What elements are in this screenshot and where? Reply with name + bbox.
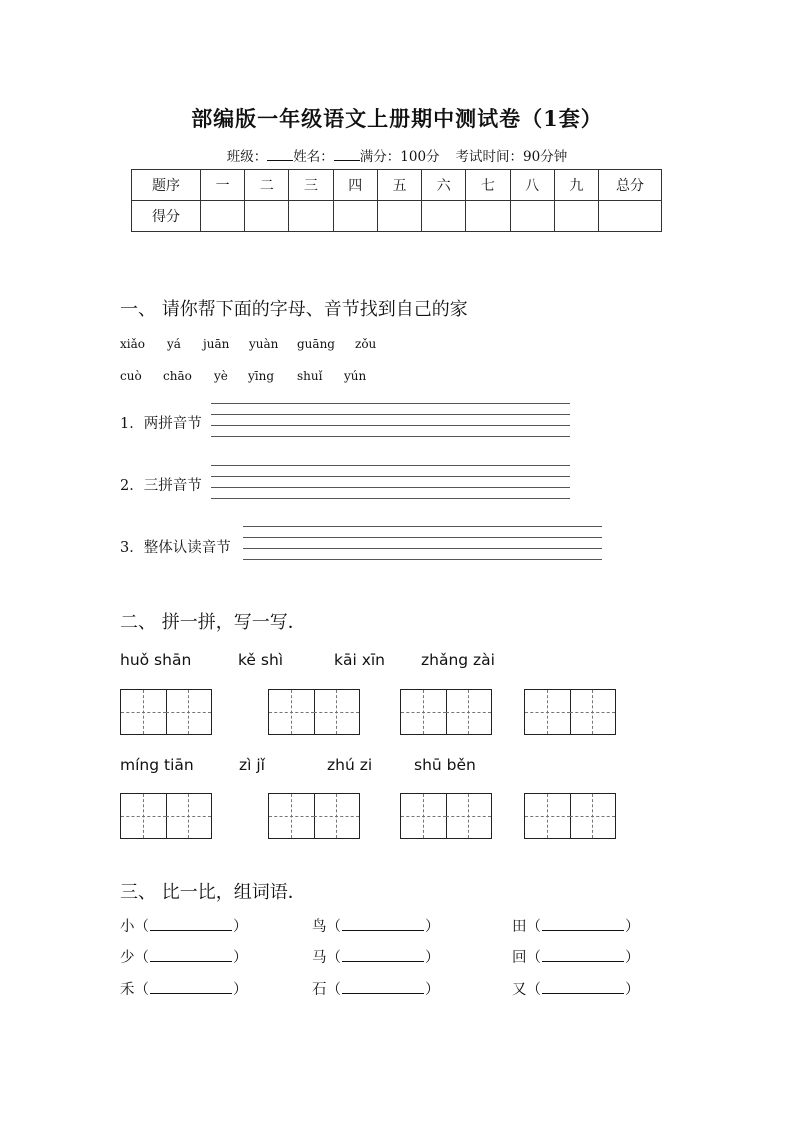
table-header-cell: 题序: [132, 170, 201, 201]
pinyin-word: yuàn: [249, 337, 279, 351]
table-header-cell: 七: [466, 170, 510, 201]
answer-line[interactable]: [243, 537, 602, 538]
answer-line[interactable]: [211, 436, 570, 437]
pinyin-word: yá: [167, 337, 181, 351]
pinyin-word: yún: [344, 369, 367, 383]
class-label: 班级：: [226, 149, 268, 165]
section-2-heading: 二、 拼一拼，写一写．: [120, 612, 306, 633]
section-1-heading: 一、 请你帮下面的字母、音节找到自己的家: [120, 299, 468, 320]
word-group-item: 少（ ）: [120, 950, 248, 966]
table-header-cell: 六: [422, 170, 466, 201]
answer-line[interactable]: [211, 498, 570, 499]
compare-char: 又: [512, 982, 527, 998]
score-cell[interactable]: [377, 201, 421, 232]
pinyin-word: shuǐ: [297, 369, 323, 383]
pinyin-prompt: huǒ shān: [120, 651, 192, 669]
word-group-item: 回（ ）: [512, 950, 640, 966]
answer-line[interactable]: [243, 548, 602, 549]
compare-char: 小: [120, 919, 135, 935]
word-blank[interactable]: [542, 948, 624, 962]
pinyin-word: yè: [214, 369, 228, 383]
compare-char: 鸟: [312, 919, 327, 935]
score-cell[interactable]: [466, 201, 510, 232]
word-blank[interactable]: [342, 948, 424, 962]
answer-line[interactable]: [211, 403, 570, 404]
answer-line[interactable]: [243, 559, 602, 560]
writing-grid[interactable]: [268, 689, 360, 735]
pinyin-word: cuò: [120, 369, 142, 383]
pinyin-prompt: zhú zi: [327, 756, 373, 774]
pinyin-prompt: shū běn: [414, 756, 476, 774]
three-spell-syllable-label: 2．三拼音节: [120, 478, 202, 494]
word-group-item: 石（ ）: [312, 982, 440, 998]
score-cell[interactable]: [289, 201, 333, 232]
word-blank[interactable]: [342, 980, 424, 994]
two-spell-syllable-label: 1．两拼音节: [120, 416, 202, 432]
word-group-item: 马（ ）: [312, 950, 440, 966]
writing-grid[interactable]: [268, 793, 360, 839]
writing-grid[interactable]: [524, 793, 616, 839]
pinyin-prompt: kāi xīn: [334, 651, 386, 669]
word-blank[interactable]: [542, 980, 624, 994]
name-label: 姓名：: [293, 149, 334, 165]
compare-char: 少: [120, 950, 135, 966]
answer-line[interactable]: [211, 414, 570, 415]
score-row-label: 得分: [132, 201, 201, 232]
table-header-cell: 一: [201, 170, 245, 201]
word-blank[interactable]: [150, 917, 232, 931]
score-cell[interactable]: [599, 201, 662, 232]
score-cell[interactable]: [201, 201, 245, 232]
full-score-label: 满分：100分: [359, 149, 440, 165]
pinyin-prompt: míng tiān: [120, 756, 194, 774]
score-cell[interactable]: [245, 201, 289, 232]
score-cell[interactable]: [510, 201, 554, 232]
exam-time-label: 考试时间：90分钟: [455, 149, 568, 165]
pinyin-word: juān: [203, 337, 230, 351]
table-header-cell: 五: [377, 170, 421, 201]
writing-grid[interactable]: [400, 793, 492, 839]
pinyin-prompt: zhǎng zài: [421, 651, 495, 669]
score-cell[interactable]: [333, 201, 377, 232]
pinyin-prompt: kě shì: [238, 651, 284, 669]
word-blank[interactable]: [542, 917, 624, 931]
writing-grid[interactable]: [120, 689, 212, 735]
table-header-cell: 八: [510, 170, 554, 201]
answer-line[interactable]: [211, 476, 570, 477]
writing-grid[interactable]: [120, 793, 212, 839]
pinyin-prompt: zì jǐ: [239, 756, 265, 774]
word-group-item: 又（ ）: [512, 982, 640, 998]
pinyin-word: xiǎo: [120, 337, 145, 351]
pinyin-word: yīng: [248, 369, 275, 383]
word-group-item: 禾（ ）: [120, 982, 248, 998]
compare-char: 回: [512, 950, 527, 966]
writing-grid[interactable]: [524, 689, 616, 735]
word-group-item: 鸟（ ）: [312, 919, 440, 935]
name-blank[interactable]: [334, 149, 360, 161]
table-header-cell: 三: [289, 170, 333, 201]
score-cell[interactable]: [422, 201, 466, 232]
exam-info: [0, 145, 794, 165]
table-header-cell: 二: [245, 170, 289, 201]
whole-read-syllable-label: 3．整体认读音节: [120, 540, 231, 556]
compare-char: 禾: [120, 982, 135, 998]
score-table-header-row: [132, 170, 662, 201]
section-3-heading: 三、 比一比，组词语．: [120, 882, 306, 903]
word-blank[interactable]: [342, 917, 424, 931]
answer-line[interactable]: [211, 425, 570, 426]
word-blank[interactable]: [150, 948, 232, 962]
score-table-score-row: [132, 201, 662, 232]
answer-line[interactable]: [243, 526, 602, 527]
word-group-item: 小（ ）: [120, 919, 248, 935]
answer-line[interactable]: [211, 487, 570, 488]
word-group-item: 田（ ）: [512, 919, 640, 935]
score-table: [131, 169, 662, 232]
score-cell[interactable]: [554, 201, 598, 232]
table-header-cell: 四: [333, 170, 377, 201]
answer-line[interactable]: [211, 465, 570, 466]
compare-char: 田: [512, 919, 527, 935]
writing-grid[interactable]: [400, 689, 492, 735]
pinyin-word: guāng: [297, 337, 335, 351]
table-header-cell: 总分: [599, 170, 662, 201]
pinyin-word: chāo: [163, 369, 192, 383]
page-title: 部编版一年级语文上册期中测试卷（1套）: [191, 106, 603, 131]
class-blank[interactable]: [267, 149, 293, 161]
table-header-cell: 九: [554, 170, 598, 201]
compare-char: 石: [312, 982, 327, 998]
word-blank[interactable]: [150, 980, 232, 994]
compare-char: 马: [312, 950, 327, 966]
pinyin-word: zǒu: [355, 337, 377, 351]
